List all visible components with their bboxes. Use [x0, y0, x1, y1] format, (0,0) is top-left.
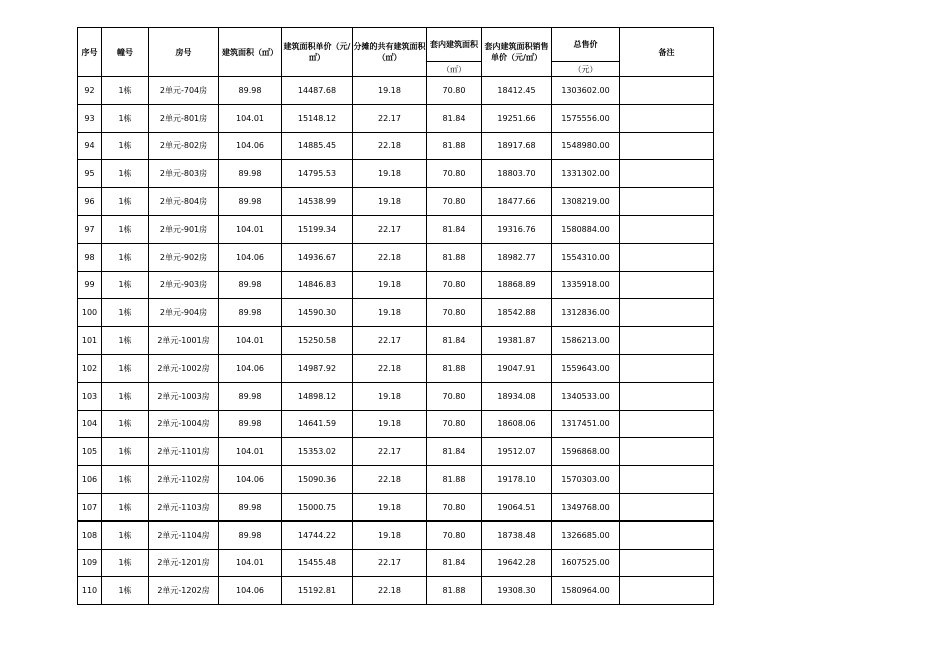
cell-seq: 105 — [78, 438, 102, 466]
cell-seq: 108 — [78, 521, 102, 549]
cell-building: 1栋 — [102, 271, 149, 299]
cell-building: 1栋 — [102, 188, 149, 216]
cell-total: 1312836.00 — [552, 299, 620, 327]
cell-inner-area: 70.80 — [427, 410, 482, 438]
cell-total: 1607525.00 — [552, 549, 620, 577]
cell-remark — [620, 549, 714, 577]
cell-inner-price: 19381.87 — [482, 327, 552, 355]
cell-room: 2单元-1003房 — [149, 382, 219, 410]
cell-inner-price: 18608.06 — [482, 410, 552, 438]
cell-room: 2单元-902房 — [149, 243, 219, 271]
cell-area-price: 15353.02 — [282, 438, 353, 466]
cell-total: 1580884.00 — [552, 215, 620, 243]
cell-area: 104.06 — [219, 577, 282, 605]
cell-building: 1栋 — [102, 549, 149, 577]
cell-total: 1331302.00 — [552, 160, 620, 188]
cell-shared-area: 22.18 — [353, 577, 427, 605]
cell-area: 104.01 — [219, 104, 282, 132]
cell-area-price: 14987.92 — [282, 354, 353, 382]
cell-room: 2单元-804房 — [149, 188, 219, 216]
cell-seq: 101 — [78, 327, 102, 355]
cell-inner-area: 81.84 — [427, 438, 482, 466]
cell-seq: 92 — [78, 77, 102, 105]
cell-room: 2单元-1102房 — [149, 466, 219, 494]
price-list-table — [77, 27, 714, 605]
cell-room: 2单元-904房 — [149, 299, 219, 327]
cell-remark — [620, 104, 714, 132]
cell-area-price: 15455.48 — [282, 549, 353, 577]
header-inner-price: 套内建筑面积销售单价（元/㎡） — [482, 28, 552, 77]
cell-area-price: 15192.81 — [282, 577, 353, 605]
cell-remark — [620, 188, 714, 216]
cell-seq: 99 — [78, 271, 102, 299]
cell-inner-price: 19512.07 — [482, 438, 552, 466]
cell-inner-price: 19308.30 — [482, 577, 552, 605]
table-row — [78, 132, 714, 160]
cell-building: 1栋 — [102, 382, 149, 410]
cell-inner-area: 70.80 — [427, 299, 482, 327]
cell-inner-price: 18803.70 — [482, 160, 552, 188]
table-row — [78, 438, 714, 466]
cell-remark — [620, 77, 714, 105]
cell-shared-area: 22.17 — [353, 549, 427, 577]
cell-inner-area: 81.88 — [427, 577, 482, 605]
cell-inner-area: 81.84 — [427, 215, 482, 243]
cell-room: 2单元-1104房 — [149, 521, 219, 549]
cell-total: 1303602.00 — [552, 77, 620, 105]
cell-shared-area: 19.18 — [353, 382, 427, 410]
cell-remark — [620, 243, 714, 271]
cell-inner-price: 18917.68 — [482, 132, 552, 160]
cell-area: 104.01 — [219, 438, 282, 466]
cell-area-price: 15090.36 — [282, 466, 353, 494]
cell-seq: 97 — [78, 215, 102, 243]
table-row — [78, 493, 714, 521]
cell-inner-price: 18934.08 — [482, 382, 552, 410]
header-total: 总售价 — [552, 28, 620, 62]
cell-inner-price: 19064.51 — [482, 493, 552, 521]
cell-room: 2单元-901房 — [149, 215, 219, 243]
cell-total: 1317451.00 — [552, 410, 620, 438]
header-inner-area: 套内建筑面积 — [427, 28, 482, 62]
cell-room: 2单元-1101房 — [149, 438, 219, 466]
cell-remark — [620, 493, 714, 521]
cell-area: 89.98 — [219, 188, 282, 216]
table-row — [78, 160, 714, 188]
cell-building: 1栋 — [102, 160, 149, 188]
table-row — [78, 299, 714, 327]
cell-inner-area: 81.88 — [427, 354, 482, 382]
table-row — [78, 410, 714, 438]
cell-inner-area: 70.80 — [427, 271, 482, 299]
cell-area: 104.01 — [219, 327, 282, 355]
cell-seq: 94 — [78, 132, 102, 160]
header-inner-area-unit: （㎡） — [427, 62, 482, 77]
cell-building: 1栋 — [102, 77, 149, 105]
cell-total: 1308219.00 — [552, 188, 620, 216]
cell-inner-area: 81.84 — [427, 327, 482, 355]
cell-area-price: 14538.99 — [282, 188, 353, 216]
cell-inner-price: 19251.66 — [482, 104, 552, 132]
header-total-unit: （元） — [552, 62, 620, 77]
cell-building: 1栋 — [102, 132, 149, 160]
cell-area: 104.01 — [219, 549, 282, 577]
cell-area: 104.06 — [219, 132, 282, 160]
header-row — [78, 28, 714, 62]
cell-remark — [620, 354, 714, 382]
cell-seq: 98 — [78, 243, 102, 271]
cell-room: 2单元-801房 — [149, 104, 219, 132]
cell-area-price: 14936.67 — [282, 243, 353, 271]
cell-room: 2单元-704房 — [149, 77, 219, 105]
cell-inner-area: 70.80 — [427, 188, 482, 216]
cell-remark — [620, 410, 714, 438]
cell-room: 2单元-1001房 — [149, 327, 219, 355]
cell-building: 1栋 — [102, 354, 149, 382]
cell-inner-price: 18868.89 — [482, 271, 552, 299]
cell-seq: 107 — [78, 493, 102, 521]
cell-building: 1栋 — [102, 243, 149, 271]
cell-area: 89.98 — [219, 382, 282, 410]
table-row — [78, 521, 714, 549]
cell-shared-area: 19.18 — [353, 410, 427, 438]
cell-total: 1335918.00 — [552, 271, 620, 299]
cell-shared-area: 19.18 — [353, 521, 427, 549]
cell-area: 89.98 — [219, 410, 282, 438]
cell-area-price: 14744.22 — [282, 521, 353, 549]
cell-room: 2单元-802房 — [149, 132, 219, 160]
cell-remark — [620, 327, 714, 355]
cell-building: 1栋 — [102, 521, 149, 549]
cell-building: 1栋 — [102, 410, 149, 438]
cell-area: 89.98 — [219, 160, 282, 188]
table-row — [78, 215, 714, 243]
cell-total: 1575556.00 — [552, 104, 620, 132]
cell-remark — [620, 382, 714, 410]
cell-inner-price: 19642.28 — [482, 549, 552, 577]
header-area: 建筑面积（㎡） — [219, 28, 282, 77]
cell-building: 1栋 — [102, 493, 149, 521]
cell-total: 1559643.00 — [552, 354, 620, 382]
cell-area: 89.98 — [219, 493, 282, 521]
table-row — [78, 271, 714, 299]
cell-inner-area: 81.84 — [427, 549, 482, 577]
cell-shared-area: 19.18 — [353, 299, 427, 327]
cell-remark — [620, 521, 714, 549]
cell-remark — [620, 438, 714, 466]
table-row — [78, 104, 714, 132]
cell-building: 1栋 — [102, 215, 149, 243]
cell-seq: 103 — [78, 382, 102, 410]
cell-area-price: 15148.12 — [282, 104, 353, 132]
cell-area-price: 14487.68 — [282, 77, 353, 105]
table-row — [78, 577, 714, 605]
cell-total: 1554310.00 — [552, 243, 620, 271]
header-shared-area: 分摊的共有建筑面积（㎡） — [353, 28, 427, 77]
cell-area: 89.98 — [219, 77, 282, 105]
table-row — [78, 243, 714, 271]
cell-inner-area: 81.88 — [427, 466, 482, 494]
cell-area: 104.06 — [219, 354, 282, 382]
cell-shared-area: 19.18 — [353, 271, 427, 299]
table-row — [78, 327, 714, 355]
cell-remark — [620, 466, 714, 494]
cell-seq: 96 — [78, 188, 102, 216]
cell-area-price: 14641.59 — [282, 410, 353, 438]
cell-area-price: 15250.58 — [282, 327, 353, 355]
cell-total: 1326685.00 — [552, 521, 620, 549]
cell-remark — [620, 132, 714, 160]
cell-remark — [620, 271, 714, 299]
cell-inner-area: 81.84 — [427, 104, 482, 132]
cell-building: 1栋 — [102, 577, 149, 605]
table-row — [78, 354, 714, 382]
cell-shared-area: 22.18 — [353, 466, 427, 494]
cell-seq: 93 — [78, 104, 102, 132]
cell-area: 104.01 — [219, 215, 282, 243]
cell-area: 104.06 — [219, 243, 282, 271]
cell-area-price: 14795.53 — [282, 160, 353, 188]
cell-total: 1570303.00 — [552, 466, 620, 494]
cell-building: 1栋 — [102, 327, 149, 355]
cell-inner-price: 19178.10 — [482, 466, 552, 494]
cell-seq: 100 — [78, 299, 102, 327]
cell-inner-price: 18738.48 — [482, 521, 552, 549]
cell-area-price: 15199.34 — [282, 215, 353, 243]
table-row — [78, 466, 714, 494]
cell-remark — [620, 299, 714, 327]
cell-shared-area: 22.17 — [353, 215, 427, 243]
cell-inner-area: 81.88 — [427, 243, 482, 271]
header-remark: 备注 — [620, 28, 714, 77]
cell-room: 2单元-903房 — [149, 271, 219, 299]
cell-shared-area: 19.18 — [353, 188, 427, 216]
cell-building: 1栋 — [102, 438, 149, 466]
header-area-price: 建筑面积单价（元/㎡） — [282, 28, 353, 77]
cell-area-price: 14846.83 — [282, 271, 353, 299]
cell-shared-area: 19.18 — [353, 160, 427, 188]
cell-total: 1596868.00 — [552, 438, 620, 466]
cell-shared-area: 22.18 — [353, 132, 427, 160]
cell-shared-area: 22.18 — [353, 243, 427, 271]
cell-area: 104.06 — [219, 466, 282, 494]
table-row — [78, 549, 714, 577]
cell-inner-price: 18982.77 — [482, 243, 552, 271]
cell-total: 1340533.00 — [552, 382, 620, 410]
cell-seq: 110 — [78, 577, 102, 605]
cell-shared-area: 19.18 — [353, 77, 427, 105]
cell-shared-area: 22.17 — [353, 438, 427, 466]
cell-room: 2单元-803房 — [149, 160, 219, 188]
cell-room: 2单元-1201房 — [149, 549, 219, 577]
cell-room: 2单元-1202房 — [149, 577, 219, 605]
cell-area: 89.98 — [219, 271, 282, 299]
table-row — [78, 77, 714, 105]
cell-seq: 95 — [78, 160, 102, 188]
cell-room: 2单元-1103房 — [149, 493, 219, 521]
cell-shared-area: 22.18 — [353, 354, 427, 382]
cell-inner-area: 70.80 — [427, 382, 482, 410]
cell-total: 1580964.00 — [552, 577, 620, 605]
cell-shared-area: 22.17 — [353, 104, 427, 132]
cell-building: 1栋 — [102, 299, 149, 327]
cell-inner-price: 18477.66 — [482, 188, 552, 216]
cell-inner-price: 19047.91 — [482, 354, 552, 382]
cell-room: 2单元-1004房 — [149, 410, 219, 438]
cell-inner-price: 19316.76 — [482, 215, 552, 243]
cell-area-price: 14590.30 — [282, 299, 353, 327]
cell-seq: 104 — [78, 410, 102, 438]
cell-seq: 109 — [78, 549, 102, 577]
header-building: 幢号 — [102, 28, 149, 77]
header-seq: 序号 — [78, 28, 102, 77]
cell-building: 1栋 — [102, 466, 149, 494]
cell-inner-area: 81.88 — [427, 132, 482, 160]
cell-remark — [620, 577, 714, 605]
cell-shared-area: 22.17 — [353, 327, 427, 355]
table-row — [78, 188, 714, 216]
cell-remark — [620, 215, 714, 243]
cell-area-price: 15000.75 — [282, 493, 353, 521]
cell-area: 89.98 — [219, 299, 282, 327]
cell-seq: 106 — [78, 466, 102, 494]
table-body — [78, 77, 714, 605]
cell-inner-area: 70.80 — [427, 160, 482, 188]
cell-inner-area: 70.80 — [427, 521, 482, 549]
cell-total: 1349768.00 — [552, 493, 620, 521]
cell-remark — [620, 160, 714, 188]
cell-total: 1586213.00 — [552, 327, 620, 355]
cell-inner-area: 70.80 — [427, 77, 482, 105]
cell-shared-area: 19.18 — [353, 493, 427, 521]
cell-area: 89.98 — [219, 521, 282, 549]
header-room: 房号 — [149, 28, 219, 77]
cell-building: 1栋 — [102, 104, 149, 132]
cell-room: 2单元-1002房 — [149, 354, 219, 382]
cell-seq: 102 — [78, 354, 102, 382]
cell-inner-area: 70.80 — [427, 493, 482, 521]
cell-total: 1548980.00 — [552, 132, 620, 160]
cell-inner-price: 18412.45 — [482, 77, 552, 105]
table-row — [78, 382, 714, 410]
cell-inner-price: 18542.88 — [482, 299, 552, 327]
cell-area-price: 14885.45 — [282, 132, 353, 160]
cell-area-price: 14898.12 — [282, 382, 353, 410]
